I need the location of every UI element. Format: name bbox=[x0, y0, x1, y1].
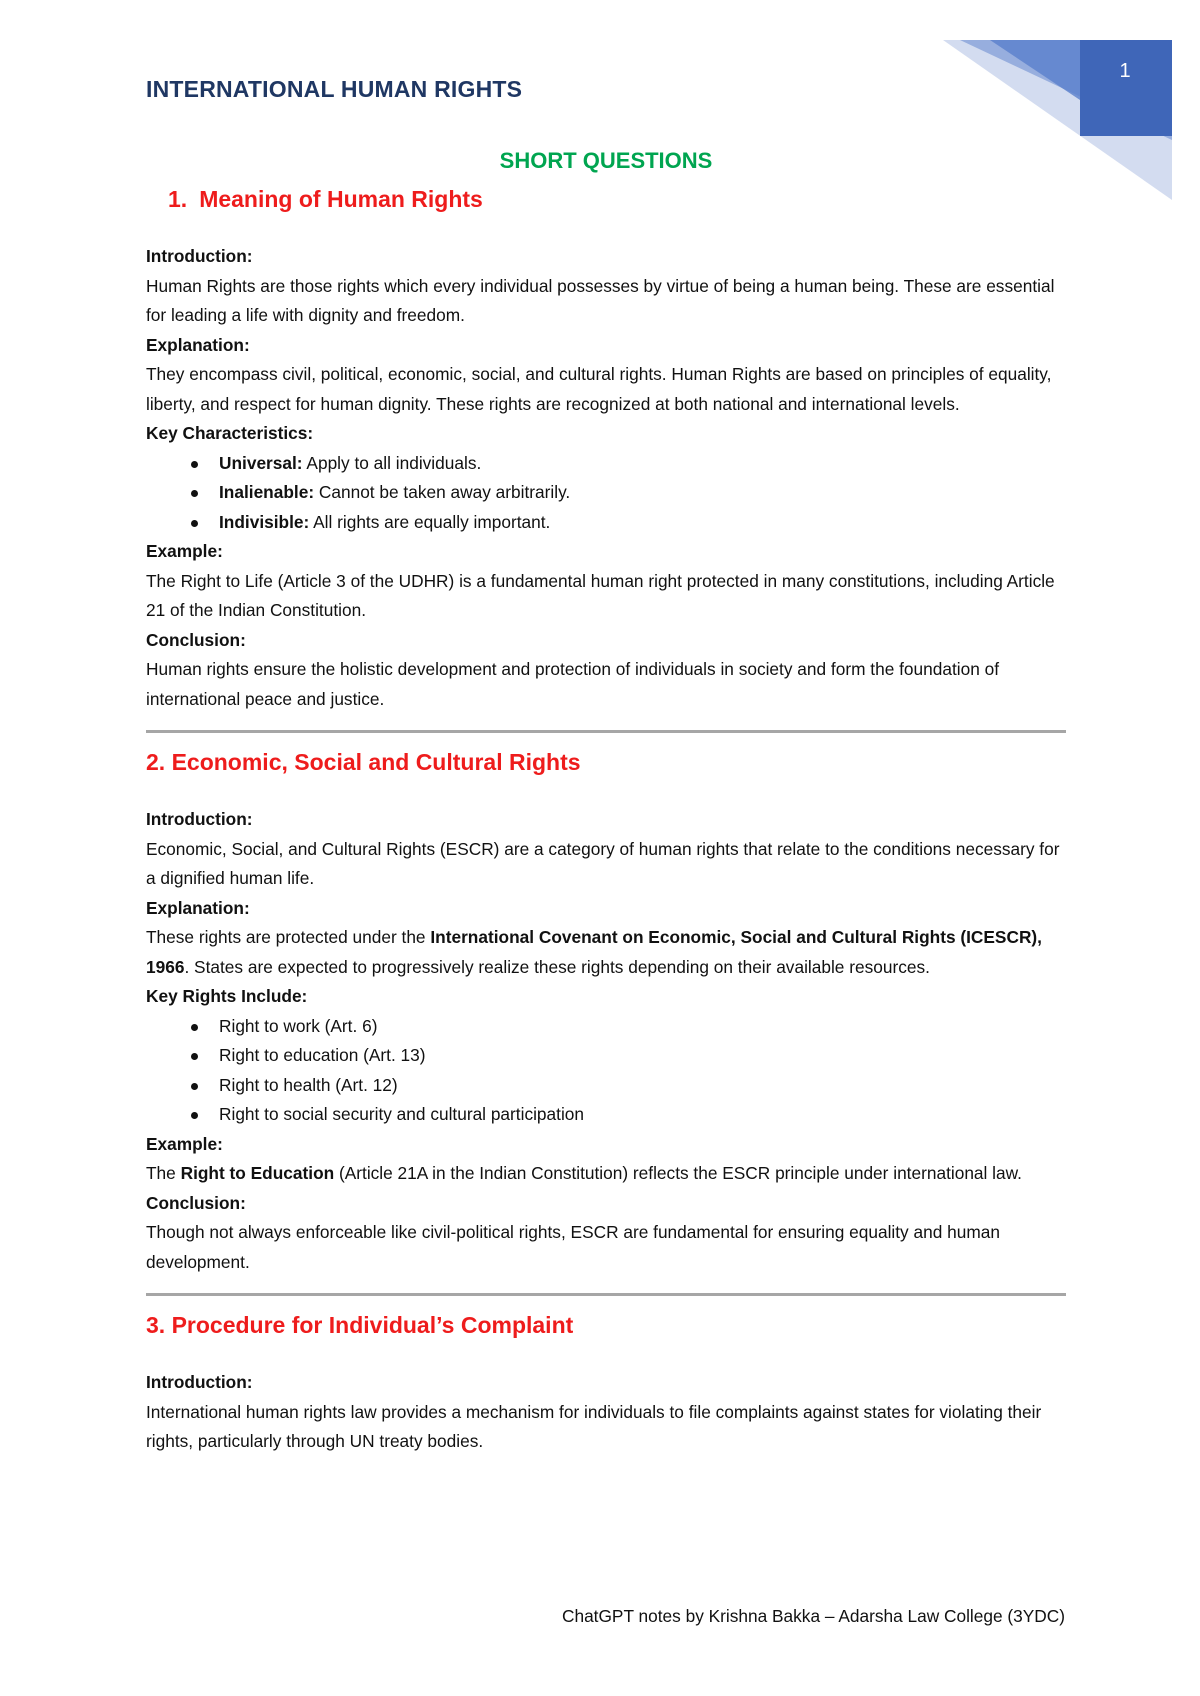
bold-text-run: Right to Education bbox=[180, 1163, 335, 1183]
page-footer: ChatGPT notes by Krishna Bakka – Adarsha Law College (3YDC) bbox=[561, 1606, 1065, 1626]
list-item: Right to work (Art. 6) bbox=[191, 1012, 1066, 1042]
list-item-term: Inalienable: bbox=[219, 482, 315, 502]
q2-conclusion-label: Conclusion: bbox=[146, 1192, 246, 1213]
bold-text-run: International Covenant on Economic, Social and Cultural Rights (ICESCR), 1966 bbox=[146, 927, 1042, 977]
text-run: (Article 21A in the Indian Constitution) reflects the ESCR principle under international law. bbox=[334, 1163, 1022, 1183]
q1-intro-label: Introduction: bbox=[146, 246, 253, 266]
list-item bbox=[191, 449, 1066, 479]
q1-intro-text: Human Rights are those rights which every individual possesses by virtue of being a human being. These are essential for leading a life with dignity and freedom. bbox=[146, 275, 1055, 325]
q2-explanation-label: Explanation: bbox=[146, 897, 250, 918]
list-item-term: Indivisible: bbox=[219, 511, 310, 532]
q1-explanation-label: Explanation: bbox=[146, 334, 250, 355]
list-item: Right to education (Art. 13) bbox=[191, 1041, 1066, 1071]
q2-example-text bbox=[146, 1159, 1066, 1189]
q2-example-label: Example: bbox=[146, 1133, 223, 1154]
section-title: SHORT QUESTIONS bbox=[499, 148, 713, 173]
question-1-heading bbox=[146, 184, 1066, 214]
page-number: 1 bbox=[1119, 60, 1131, 82]
question-1-title: Meaning of Human Rights bbox=[199, 186, 483, 212]
section-divider bbox=[146, 1293, 1066, 1296]
list-item-text: All rights are equally important. bbox=[309, 511, 551, 532]
q1-explanation-text: They encompass civil, political, economic, social, and cultural rights. Human Rights are based on principles of equality, liberty, and respect for human dignity. These rights are recognized at both national and international levels. bbox=[146, 364, 1052, 414]
list-item: Right to social security and cultural participation bbox=[191, 1100, 1066, 1130]
q2-key-label: Key Rights Include: bbox=[146, 986, 308, 1006]
list-item bbox=[191, 508, 1066, 538]
q1-key-list bbox=[146, 449, 1066, 538]
document-body bbox=[146, 148, 1066, 1457]
question-1-number: 1. bbox=[168, 186, 188, 212]
q2-key-list bbox=[146, 1012, 1066, 1130]
q2-conclusion-text: Though not always enforceable like civil-political rights, ESCR are fundamental for ensuring equality and human development. bbox=[146, 1222, 1000, 1272]
section-divider bbox=[146, 730, 1066, 733]
question-3-heading: 3. Procedure for Individual’s Complaint bbox=[146, 1312, 574, 1338]
q3-intro-label: Introduction: bbox=[146, 1372, 253, 1392]
list-item-text: Apply to all individuals. bbox=[302, 452, 482, 473]
list-item-text: Cannot be taken away arbitrarily. bbox=[314, 482, 571, 502]
question-2-heading: 2. Economic, Social and Cultural Rights bbox=[146, 749, 581, 775]
q2-intro-label: Introduction: bbox=[146, 809, 253, 829]
list-item: Right to health (Art. 12) bbox=[191, 1071, 1066, 1101]
text-run: The bbox=[146, 1163, 181, 1183]
q3-intro-text: International human rights law provides a mechanism for individuals to file complaints against states for violating their rights, particularly through UN treaty bodies. bbox=[146, 1401, 1042, 1451]
q1-example-label: Example: bbox=[146, 541, 223, 561]
q2-explanation-text bbox=[146, 923, 1066, 982]
q2-intro-text: Economic, Social, and Cultural Rights (ESCR) are a category of human rights that relate to the conditions necessary for a dignified human life. bbox=[146, 838, 1060, 888]
list-item-term: Universal: bbox=[219, 452, 303, 473]
q1-key-label: Key Characteristics: bbox=[146, 423, 314, 443]
list-item bbox=[191, 478, 1066, 508]
q1-example-text: The Right to Life (Article 3 of the UDHR) is a fundamental human right protected in many constitutions, including Article 21 of the Indian Constitution. bbox=[146, 570, 1055, 620]
q1-conclusion-label: Conclusion: bbox=[146, 629, 246, 650]
text-run: These rights are protected under the bbox=[146, 927, 431, 947]
text-run: . States are expected to progressively realize these rights depending on their available resources. bbox=[184, 956, 930, 977]
q1-conclusion-text: Human rights ensure the holistic development and protection of individuals in society and form the foundation of international peace and justice. bbox=[146, 659, 1000, 709]
document-header-title: INTERNATIONAL HUMAN RIGHTS bbox=[146, 76, 523, 102]
